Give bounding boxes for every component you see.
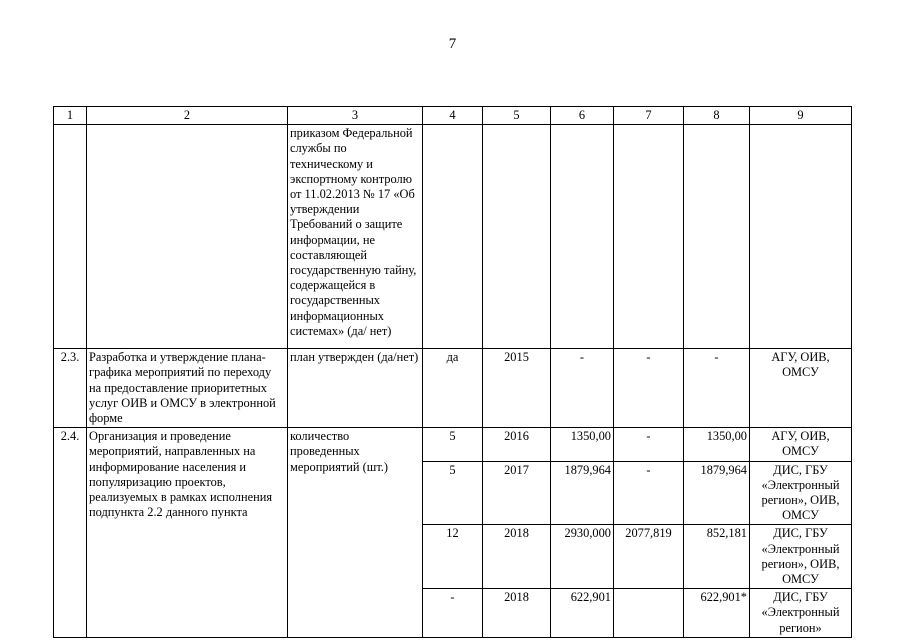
- table-row-continued: [54, 125, 852, 349]
- total-cell: 1350,00: [551, 428, 614, 461]
- column-number: 2: [87, 107, 288, 125]
- row-number: 2.3.: [54, 349, 87, 428]
- year-cell: 2018: [483, 589, 551, 638]
- federal-cell: -: [614, 428, 684, 461]
- total-cell: 1879,964: [551, 461, 614, 525]
- indicator-cell: приказом Федеральной службы по техническому и экспортному контролю от 11.02.2013 № 17 «Об утверждении Требований о защите информации, не составляющей государственную тайну, содержащейся в государственных информационных системах» (да/ нет): [288, 125, 423, 349]
- year-cell: 2018: [483, 525, 551, 589]
- regional-cell: 852,181: [684, 525, 750, 589]
- measure-name: Организация и проведение мероприятий, направленных на информирование населения и популяризацию проектов, реализуемых в рамках исполнения подпункта 2.2 данного пункта: [87, 428, 288, 638]
- year-cell: 2016: [483, 428, 551, 461]
- executor-cell: АГУ, ОИВ, ОМСУ: [750, 349, 852, 428]
- table-cell: [423, 125, 483, 349]
- table-row-2-3: [54, 349, 852, 428]
- table-cell: [54, 125, 87, 349]
- measure-name: Разработка и утверждение плана-графика мероприятий по переходу на предоставление приоритетных услуг ОИВ и ОМСУ в электронной форме: [87, 349, 288, 428]
- indicator-cell: план утвержден (да/нет): [288, 349, 423, 428]
- federal-cell: [614, 589, 684, 638]
- federal-cell: -: [614, 461, 684, 525]
- table-cell: [614, 125, 684, 349]
- executor-cell: ДИС, ГБУ «Электронный регион», ОИВ, ОМСУ: [750, 461, 852, 525]
- total-cell: 622,901: [551, 589, 614, 638]
- table-row-2-4: [54, 428, 852, 461]
- total-cell: -: [551, 349, 614, 428]
- column-number: 1: [54, 107, 87, 125]
- indicator-value: 12: [423, 525, 483, 589]
- column-number: 4: [423, 107, 483, 125]
- indicator-value: да: [423, 349, 483, 428]
- regional-cell: -: [684, 349, 750, 428]
- regional-cell: 1350,00: [684, 428, 750, 461]
- federal-cell: 2077,819: [614, 525, 684, 589]
- table-cell: [684, 125, 750, 349]
- column-number-row: [54, 107, 852, 125]
- program-table: [53, 106, 852, 638]
- indicator-value: -: [423, 589, 483, 638]
- regional-cell: 622,901*: [684, 589, 750, 638]
- column-number: 8: [684, 107, 750, 125]
- regional-cell: 1879,964: [684, 461, 750, 525]
- column-number: 3: [288, 107, 423, 125]
- row-number: 2.4.: [54, 428, 87, 638]
- executor-cell: ДИС, ГБУ «Электронный регион»: [750, 589, 852, 638]
- column-number: 6: [551, 107, 614, 125]
- page-number: 7: [448, 36, 457, 52]
- indicator-cell: количество проведенных мероприятий (шт.): [288, 428, 423, 638]
- executor-cell: АГУ, ОИВ, ОМСУ: [750, 428, 852, 461]
- column-number: 7: [614, 107, 684, 125]
- year-cell: 2017: [483, 461, 551, 525]
- column-number: 5: [483, 107, 551, 125]
- executor-cell: ДИС, ГБУ «Электронный регион», ОИВ, ОМСУ: [750, 525, 852, 589]
- indicator-value: 5: [423, 428, 483, 461]
- federal-cell: -: [614, 349, 684, 428]
- table-cell: [483, 125, 551, 349]
- table-cell: [551, 125, 614, 349]
- total-cell: 2930,000: [551, 525, 614, 589]
- column-number: 9: [750, 107, 852, 125]
- year-cell: 2015: [483, 349, 551, 428]
- indicator-value: 5: [423, 461, 483, 525]
- table-cell: [87, 125, 288, 349]
- table-cell: [750, 125, 852, 349]
